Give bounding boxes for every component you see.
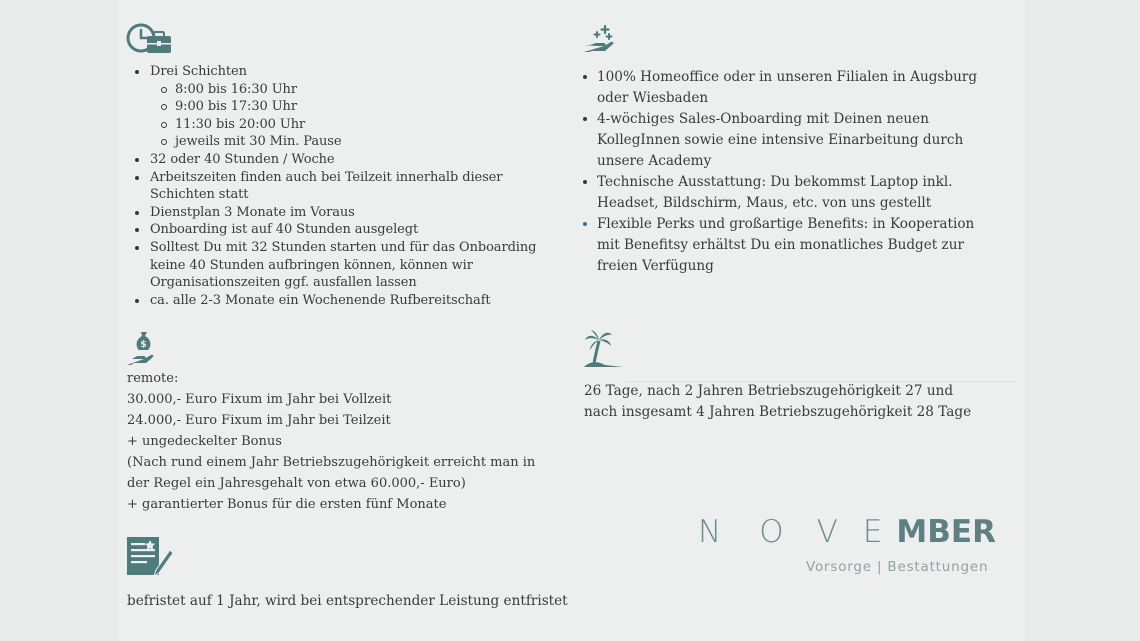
list-item: jeweils mit 30 Min. Pause: [175, 133, 547, 151]
list-item: 8:00 bis 16:30 Uhr: [175, 81, 547, 99]
november-logo: N O V E MBER: [698, 514, 996, 550]
vacation-section: [584, 381, 1004, 423]
money-bag-hand-icon: [126, 331, 158, 367]
shift-list: [150, 81, 547, 151]
salary-note-1: (Nach rund einem Jahr Betriebszugehörigkeit erreicht man in: [127, 455, 536, 470]
salary-guaranteed-bonus: + garantierter Bonus für die ersten fünf Monate: [127, 497, 447, 512]
list-item: Dienstplan 3 Monate im Voraus: [150, 204, 547, 222]
list-item: Drei Schichten 8:00 bis 16:30 Uhr 9:00 bis 17:30 Uhr 11:30 bis 20:00 Uhr jeweils mit 30 Min. Pause: [150, 63, 547, 151]
logo-tagline: Vorsorge | Bestattungen: [806, 559, 989, 575]
working-hours-section: [127, 63, 547, 309]
list-item: 4-wöchiges Sales-Onboarding mit Deinen neuen KollegInnen sowie eine intensive Einarbeitung durch unsere Academy: [597, 109, 994, 172]
salary-section: [127, 368, 547, 515]
list-item: Flexible Perks und großartige Benefits: in Kooperation mit Benefitsy erhältst Du ein monatliches Budget zur freien Verfügung: [597, 214, 994, 277]
list-item: 11:30 bis 20:00 Uhr: [175, 116, 547, 134]
list-item: ca. alle 2-3 Monate ein Wochenende Rufbereitschaft: [150, 292, 547, 310]
benefits-section: [574, 67, 994, 277]
salary-label: remote:: [127, 371, 179, 386]
working-hours-list: [127, 63, 547, 309]
clock-briefcase-icon: [126, 22, 172, 56]
hand-sparkles-icon: [583, 23, 615, 55]
contract-text: befristet auf 1 Jahr, wird bei entsprechender Leistung entfristet: [127, 593, 568, 609]
salary-fulltime: 30.000,- Euro Fixum im Jahr bei Vollzeit: [127, 392, 392, 407]
salary-bonus: + ungedeckelter Bonus: [127, 434, 282, 449]
svg-text:$: $: [140, 340, 147, 350]
list-item: 100% Homeoffice oder in unseren Filialen in Augsburg oder Wiesbaden: [597, 67, 994, 109]
vacation-line-1: 26 Tage, nach 2 Jahren Betriebszugehörigkeit 27 und: [584, 383, 954, 399]
list-item: Arbeitszeiten finden auch bei Teilzeit innerhalb dieser Schichten statt: [150, 169, 547, 204]
contract-section: [127, 591, 587, 612]
list-item: 9:00 bis 17:30 Uhr: [175, 98, 547, 116]
palm-tree-icon: [583, 329, 623, 369]
salary-note-2: der Regel ein Jahresgehalt von etwa 60.000,- Euro): [127, 476, 466, 491]
list-item: Solltest Du mit 32 Stunden starten und für das Onboarding keine 40 Stunden aufbringen können, können wir Organisationszeiten ggf. ausfallen lassen: [150, 239, 547, 292]
contract-pen-icon: [126, 536, 174, 578]
benefits-list: [574, 67, 994, 277]
list-item: Onboarding ist auf 40 Stunden ausgelegt: [150, 221, 547, 239]
list-item: Technische Ausstattung: Du bekommst Laptop inkl. Headset, Bildschirm, Maus, etc. von uns gestellt: [597, 172, 994, 214]
list-item: 32 oder 40 Stunden / Woche: [150, 151, 547, 169]
salary-parttime: 24.000,- Euro Fixum im Jahr bei Teilzeit: [127, 413, 391, 428]
vacation-line-2: nach insgesamt 4 Jahren Betriebszugehörigkeit 28 Tage: [584, 404, 972, 420]
